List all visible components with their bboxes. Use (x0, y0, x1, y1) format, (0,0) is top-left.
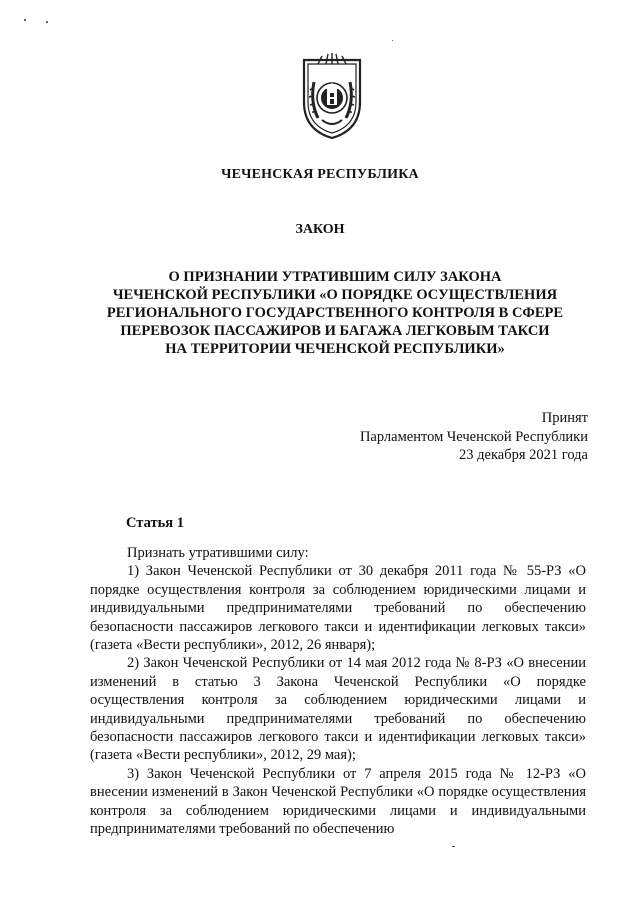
adoption-body: Парламентом Чеченской Республики (359, 428, 588, 445)
title-line: О ПРИЗНАНИИ УТРАТИВШИМ СИЛУ ЗАКОНА (168, 269, 502, 285)
adoption-date: 23 декабря 2021 года (459, 447, 588, 463)
article-body (90, 544, 586, 839)
scan-speck (24, 19, 26, 21)
article-item: 2) Закон Чеченской Республики от 14 мая 2012 года № 8-РЗ «О внесении изменений в статью 3 Закона Чеченской Республики «О порядке осуществления контроля за соблюдением юридическими лицами и индивидуальными предпринимателями требований по обеспечению безопасности пассажиров легкового такси и идентификации легковых такси» (газета «Вести республики», 2012, 29 мая); (90, 655, 586, 764)
title-line: ЧЕЧЕНСКОЙ РЕСПУБЛИКИ «О ПОРЯДКЕ ОСУЩЕСТВЛЕНИЯ (112, 287, 558, 303)
scan-speck (452, 846, 455, 847)
republic-name: ЧЕЧЕНСКАЯ РЕСПУБЛИКА (221, 167, 419, 182)
law-title (70, 268, 600, 358)
adoption-label: Принят (541, 410, 588, 426)
coat-of-arms-emblem (296, 52, 368, 142)
title-line: ПЕРЕВОЗОК ПАССАЖИРОВ И БАГАЖА ЛЕГКОВЫМ ТАКСИ (120, 323, 550, 339)
article-heading: Статья 1 (126, 515, 184, 531)
article-item: 3) Закон Чеченской Республики от 7 апреля 2015 года № 12-РЗ «О внесении изменений в Закон Чеченской Республики «О порядке осуществления контроля за соблюдением юридическими лицами и индивидуальными предпринимателями требований по обеспечению (90, 765, 586, 838)
scan-speck (46, 21, 48, 23)
title-line: РЕГИОНАЛЬНОГО ГОСУДАРСТВЕННОГО КОНТРОЛЯ В СФЕРЕ (106, 305, 564, 321)
article-item: 1) Закон Чеченской Республики от 30 декабря 2011 года № 55-РЗ «О порядке осуществления контроля за соблюдением юридическими лицами и индивидуальными предпринимателями требований по обеспечению безопасности пассажиров легкового такси и идентификации легковых такси» (газета «Вести республики», 2012, 26 января); (90, 563, 586, 654)
article-intro: Признать утратившими силу: (127, 545, 309, 561)
title-line: НА ТЕРРИТОРИИ ЧЕЧЕНСКОЙ РЕСПУБЛИКИ» (165, 341, 505, 357)
document-type: ЗАКОН (295, 222, 345, 237)
scan-speck (392, 40, 393, 41)
adoption-block (360, 409, 588, 465)
